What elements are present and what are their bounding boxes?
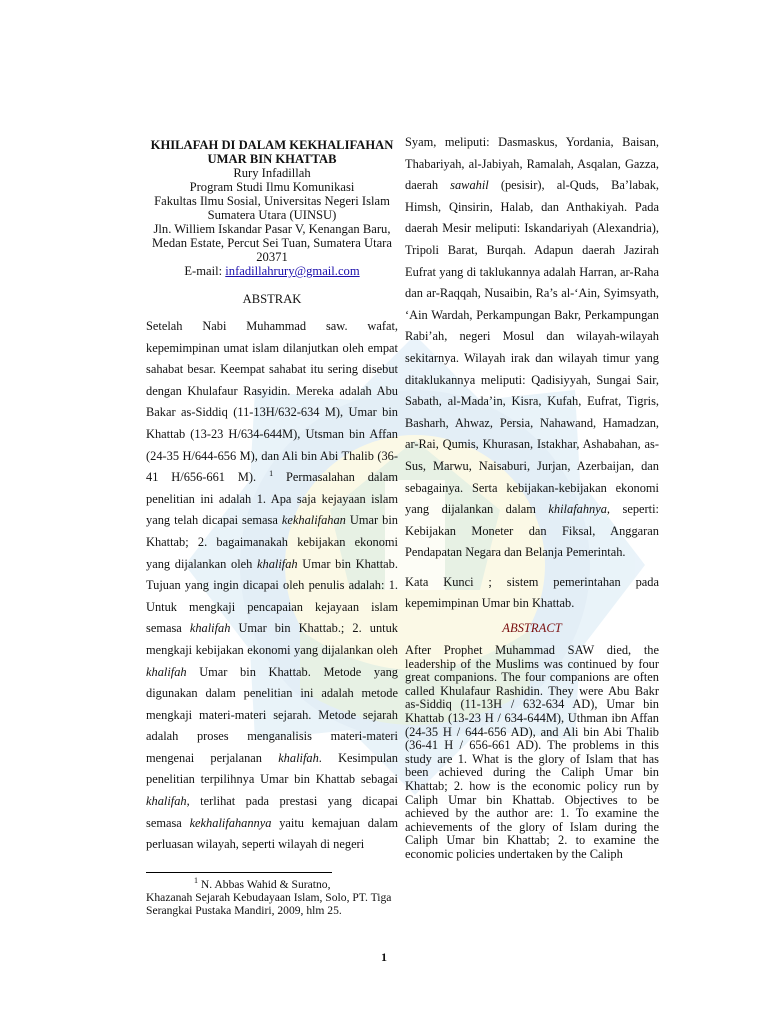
italic-term: khalifah	[278, 750, 319, 765]
abstract-text: After Prophet Muhammad SAW died, the leadership of the Muslims was continued by four great companions. The four companions are often called Khulafaur Rashidin. They were Abu Bakr as-Siddiq (11-13H / 632-634 AD), Umar bin Khattab (13-23 H / 634-644M), Uthman ibn Affan (24-35 H / 644-656 AD), and Ali bin Abi Thalib (36-41 H / 656-661 AD). The problems in this study are 1. What is the glory of Islam that has been achieved during the Caliph Umar bin Khattab; 2. how is the economic policy run by Caliph Umar bin Khattab. Objectives to be achieved by the author are: 1. To examine the achievements of the glory of Islam during the Caliph Umar bin Khattab; 2. to examine the economic policies undertaken by the Caliph	[405, 643, 659, 861]
affiliation-line: Program Studi Ilmu Komunikasi	[189, 180, 355, 194]
page-number: 1	[381, 950, 387, 964]
footnote-ref[interactable]: 1	[269, 469, 274, 479]
italic-term: sawahil	[450, 178, 489, 193]
affiliation-line: Medan Estate, Percut Sei Tuan, Sumatera Utara	[152, 236, 392, 250]
italic-term: kekhalifahannya	[189, 815, 272, 830]
italic-term: khalifah	[257, 556, 298, 571]
footnote	[146, 878, 406, 917]
region-paragraph	[405, 132, 659, 564]
abstrak-text-part: . Kesimpulan penelitian terpilihnya Umar bin Khattab sebagai	[146, 750, 398, 787]
email-label: E-mail:	[184, 264, 226, 278]
email-link[interactable]: infadillahrury@gmail.com	[225, 264, 360, 278]
footnote-number: 1	[194, 876, 198, 886]
italic-term: khalifah,	[146, 794, 190, 809]
paragraph-part: Syam, meliputi: Dasmaskus, Yordania, Baisan, Thabariyah, al-Jabiyah, Ramalah, Asqalan, Gazza, daerah	[405, 135, 659, 193]
author-block	[146, 166, 398, 278]
abstrak-text	[146, 316, 398, 856]
footnote-line: Khazanah Sejarah Kebudayaan Islam, Solo, PT. Tiga Serangkai Pustaka Mandiri, 2009, hlm 25.	[146, 891, 392, 917]
paragraph-part: (pesisir), al-Quds, Ba’labak, Himsh, Qinsirin, Halab, dan Anthakiyah. Pada daerah Mesir meliputi: Iskandariyah (Alexandria), Tripoli Barat, Burqah. Adapun daerah Jazirah Eufrat yang di taklukannya adalah Harran, ar-Raha dan ar-Raqqah, Nusaibin, Ra’s al-‘Ain, Syimsyath, ‘Ain Wardah, Perkampungan Bakr, Perkampungan Rabi’ah, negeri Mosul dan wilayah-wilayah sekitarnya. Wilayah irak dan wilayah timur yang ditaklukannya meliputi: Qadisiyyah, Sungai Sair, Sabath, al-Mada’in, Kisra, Kufah, Eufrat, Tigris, Basharh, Ahwaz, Persia, Nahawand, Hamadzan, ar-Rai, Qumis, Khurasan, Istakhar, Ashabahan, as-Sus, Marwu, Naisaburi, Jurjan, Azerbaijan, dan sebagainya. Serta kebijakan-kebijakan ekonomi yang dijalankan dalam	[405, 178, 659, 517]
right-column	[405, 135, 659, 862]
italic-term: khalifah	[189, 621, 231, 636]
affiliation-line: 20371	[256, 250, 288, 264]
title-line-2: UMAR BIN KHATTAB	[207, 152, 337, 166]
author-name: Rury Infadillah	[233, 166, 311, 180]
abstrak-text-part: Umar bin Khattab. Tujuan yang ingin dicapai oleh penulis adalah: 1. Untuk mengkaji pencapaian kejayaan islam semasa	[146, 556, 398, 636]
abstrak-heading: ABSTRAK	[242, 292, 302, 306]
footnote-divider	[146, 872, 332, 873]
title-line-1: KHILAFAH DI DALAM KEKHALIFAHAN	[150, 138, 394, 152]
paper-title	[146, 138, 398, 166]
abstrak-text-part: Setelah Nabi Muhammad saw. wafat, kepemimpinan umat islam dilanjutkan oleh empat sahabat besar. Keempat sahabat itu sering disebut dengan Khulafaur Rasyidin. Mereka adalah Abu Bakar as-Siddiq (11-13H/632-634 M), Umar bin Khattab (13-23 H/634-644M), Utsman bin Affan (24-35 H/644-656 M), dan Ali bin Abi Thalib (36-41 H/656-661 M).	[146, 319, 398, 485]
abstrak-text-part: yaitu kemajuan dalam perluasan wilayah, seperti wilayah di negeri	[146, 815, 398, 852]
email-line	[146, 264, 398, 278]
italic-term: kekhalifahan	[281, 513, 346, 528]
italic-term: khalifah	[146, 664, 187, 679]
paragraph-part: seperti: Kebijakan Moneter dan Fiksal, Anggaran Pendapatan Negara dan Belanja Pemerintah.	[405, 502, 659, 560]
abstrak-text-part: Permasalahan dalam penelitian ini adalah 1. Apa saja kejayaan islam yang telah dicapai semasa	[146, 470, 398, 528]
italic-term: khilafahnya,	[548, 502, 611, 517]
left-column	[146, 138, 398, 856]
affiliation-line: Sumatera Utara (UINSU)	[207, 208, 337, 222]
abstract-heading: ABSTRACT	[502, 621, 562, 636]
keywords: Kata Kunci ; sistem pemerintahan pada kepemimpinan Umar bin Khattab.	[405, 574, 659, 611]
affiliation-line: Fakultas Ilmu Sosial, Universitas Negeri Islam	[154, 194, 390, 208]
abstrak-text-part: terlihat pada prestasi yang dicapai semasa	[146, 794, 398, 830]
abstrak-text-part: Umar bin Khattab. Metode yang digunakan dalam penelitian ini adalah metode mengkaji materi-materi sejarah. Metode sejarah adalah proses menganalisis materi-materi mengenai perjalanan	[146, 664, 398, 765]
affiliation-line: Jln. Williem Iskandar Pasar V, Kenangan Baru,	[153, 222, 391, 236]
footnote-line: N. Abbas Wahid & Suratno,	[198, 878, 331, 891]
abstrak-text-part: Umar bin Khattab; 2. bagaimanakah kebijakan ekonomi yang dijalankan oleh	[146, 513, 398, 571]
abstrak-text-part: Umar bin Khattab.; 2. untuk mengkaji kebijakan ekonomi yang dijalankan oleh	[146, 621, 398, 657]
